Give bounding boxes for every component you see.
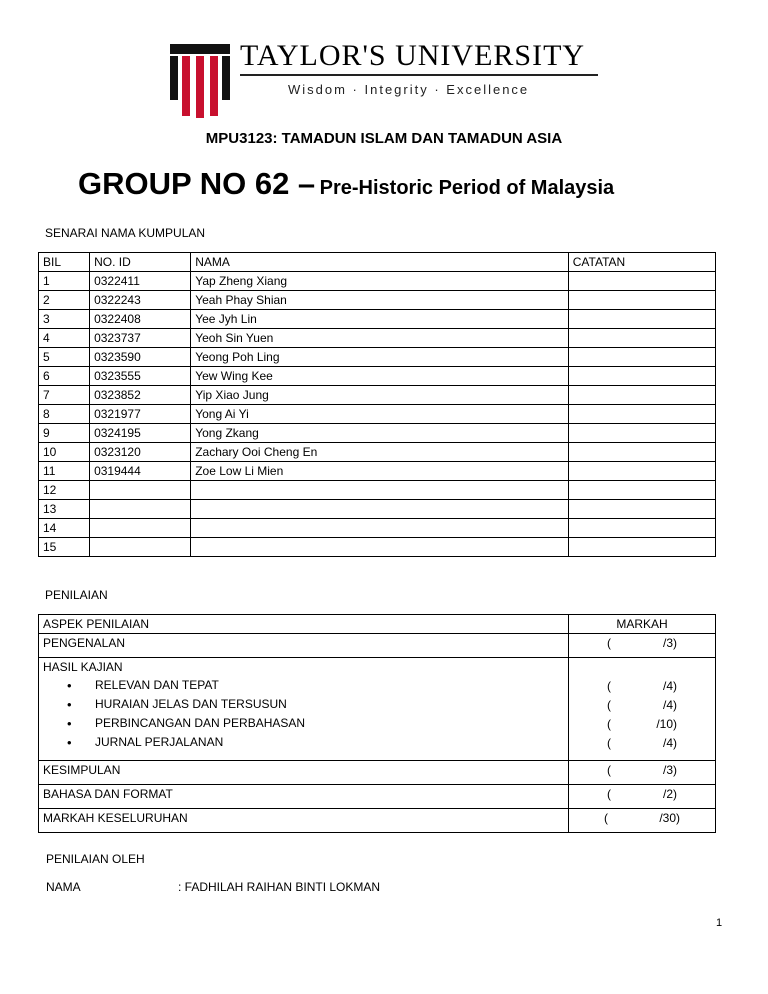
member-bil-cell: 1 — [39, 272, 90, 291]
member-nama-cell — [191, 500, 569, 519]
member-bil-cell: 15 — [39, 538, 90, 557]
table-row — [39, 519, 716, 538]
member-bil-cell: 9 — [39, 424, 90, 443]
table-row — [39, 310, 716, 329]
member-catatan-cell — [568, 519, 715, 538]
members-section-label: SENARAI NAMA KUMPULAN — [45, 226, 206, 240]
list-item: • HURAIAN JELAS DAN TERSUSUN — [43, 695, 564, 714]
member-nama-cell — [191, 519, 569, 538]
member-nama-cell: Yip Xiao Jung — [191, 386, 569, 405]
member-catatan-cell — [568, 424, 715, 443]
intro-mark: ( /3) — [569, 634, 716, 658]
assessment-row-intro — [39, 634, 716, 658]
member-nama-cell: Zachary Ooi Cheng En — [191, 443, 569, 462]
member-id-cell: 0321977 — [90, 405, 191, 424]
assessment-row-findings — [39, 658, 716, 761]
table-row — [39, 272, 716, 291]
member-catatan-cell — [568, 348, 715, 367]
member-bil-cell: 10 — [39, 443, 90, 462]
assessment-row-total — [39, 809, 716, 833]
member-nama-cell: Yeong Poh Ling — [191, 348, 569, 367]
member-id-cell: 0323120 — [90, 443, 191, 462]
member-bil-cell: 5 — [39, 348, 90, 367]
assessment-row-format — [39, 785, 716, 809]
findings-marks: ( /4) ( /4) ( /10) ( /4) — [569, 658, 716, 761]
member-id-cell: 0322408 — [90, 310, 191, 329]
table-row — [39, 348, 716, 367]
member-id-cell: 0322411 — [90, 272, 191, 291]
member-bil-cell: 7 — [39, 386, 90, 405]
member-bil-cell: 6 — [39, 367, 90, 386]
total-mark: ( /30) — [569, 809, 716, 833]
member-nama-cell: Yee Jyh Lin — [191, 310, 569, 329]
member-nama-cell: Yew Wing Kee — [191, 367, 569, 386]
member-catatan-cell — [568, 291, 715, 310]
evaluator-name-label: NAMA — [46, 880, 81, 894]
header-catatan: CATATAN — [568, 253, 715, 272]
member-id-cell: 0324195 — [90, 424, 191, 443]
list-item: • JURNAL PERJALANAN — [43, 733, 564, 752]
member-id-cell — [90, 500, 191, 519]
member-bil-cell: 11 — [39, 462, 90, 481]
member-nama-cell: Yap Zheng Xiang — [191, 272, 569, 291]
member-nama-cell: Yong Ai Yi — [191, 405, 569, 424]
table-row — [39, 462, 716, 481]
table-row — [39, 424, 716, 443]
findings-cell — [39, 658, 569, 761]
intro-label: PENGENALAN — [39, 634, 569, 658]
university-name: TAYLOR'S UNIVERSITY — [240, 39, 586, 72]
member-id-cell — [90, 519, 191, 538]
member-id-cell: 0319444 — [90, 462, 191, 481]
member-nama-cell: Yong Zkang — [191, 424, 569, 443]
table-row — [39, 538, 716, 557]
member-bil-cell: 3 — [39, 310, 90, 329]
member-catatan-cell — [568, 481, 715, 500]
conclusion-label: KESIMPULAN — [39, 761, 569, 785]
member-catatan-cell — [568, 386, 715, 405]
assessment-header-row — [39, 615, 716, 634]
assessment-row-conclusion — [39, 761, 716, 785]
member-id-cell: 0323852 — [90, 386, 191, 405]
member-id-cell: 0323590 — [90, 348, 191, 367]
header-nama: NAMA — [191, 253, 569, 272]
member-nama-cell: Yeoh Sin Yuen — [191, 329, 569, 348]
header-id: NO. ID — [90, 253, 191, 272]
group-number: GROUP NO 62 – — [78, 166, 316, 201]
conclusion-mark: ( /3) — [569, 761, 716, 785]
table-row — [39, 291, 716, 310]
evaluator-name: : FADHILAH RAIHAN BINTI LOKMAN — [178, 880, 381, 894]
assessment-table — [38, 614, 716, 833]
member-bil-cell: 8 — [39, 405, 90, 424]
member-id-cell — [90, 481, 191, 500]
member-catatan-cell — [568, 538, 715, 557]
member-bil-cell: 13 — [39, 500, 90, 519]
findings-list — [43, 676, 564, 760]
header-bil: BIL — [39, 253, 90, 272]
member-bil-cell: 4 — [39, 329, 90, 348]
table-row — [39, 481, 716, 500]
findings-label: HASIL KAJIAN — [43, 660, 123, 674]
table-row — [39, 405, 716, 424]
evaluated-by-label: PENILAIAN OLEH — [46, 852, 145, 866]
project-topic: Pre-Historic Period of Malaysia — [319, 177, 615, 199]
member-catatan-cell — [568, 443, 715, 462]
table-header-row — [39, 253, 716, 272]
member-nama-cell: Zoe Low Li Mien — [191, 462, 569, 481]
member-catatan-cell — [568, 367, 715, 386]
total-label: MARKAH KESELURUHAN — [39, 809, 569, 833]
member-nama-cell — [191, 481, 569, 500]
member-catatan-cell — [568, 500, 715, 519]
list-item: • PERBINCANGAN DAN PERBAHASAN — [43, 714, 564, 733]
header-mark: MARKAH — [569, 615, 716, 634]
university-logo — [170, 44, 230, 118]
university-tagline: Wisdom · Integrity · Excellence — [288, 82, 530, 97]
member-bil-cell: 12 — [39, 481, 90, 500]
member-catatan-cell — [568, 462, 715, 481]
member-catatan-cell — [568, 329, 715, 348]
brand-divider — [240, 74, 598, 76]
table-row — [39, 367, 716, 386]
member-id-cell: 0322243 — [90, 291, 191, 310]
page-number: 1 — [716, 917, 723, 929]
member-id-cell: 0323555 — [90, 367, 191, 386]
table-row — [39, 329, 716, 348]
members-table — [38, 252, 716, 557]
format-mark: ( /2) — [569, 785, 716, 809]
list-item: • RELEVAN DAN TEPAT — [43, 676, 564, 695]
format-label: BAHASA DAN FORMAT — [39, 785, 569, 809]
member-bil-cell: 2 — [39, 291, 90, 310]
member-catatan-cell — [568, 272, 715, 291]
table-row — [39, 500, 716, 519]
table-row — [39, 386, 716, 405]
member-id-cell: 0323737 — [90, 329, 191, 348]
group-title — [78, 166, 614, 202]
course-title: MPU3123: TAMADUN ISLAM DAN TAMADUN ASIA — [205, 130, 563, 147]
table-row — [39, 443, 716, 462]
assessment-section-label: PENILAIAN — [45, 588, 108, 602]
header-aspect: ASPEK PENILAIAN — [39, 615, 569, 634]
member-nama-cell — [191, 538, 569, 557]
member-id-cell — [90, 538, 191, 557]
member-catatan-cell — [568, 310, 715, 329]
member-catatan-cell — [568, 405, 715, 424]
member-nama-cell: Yeah Phay Shian — [191, 291, 569, 310]
member-bil-cell: 14 — [39, 519, 90, 538]
